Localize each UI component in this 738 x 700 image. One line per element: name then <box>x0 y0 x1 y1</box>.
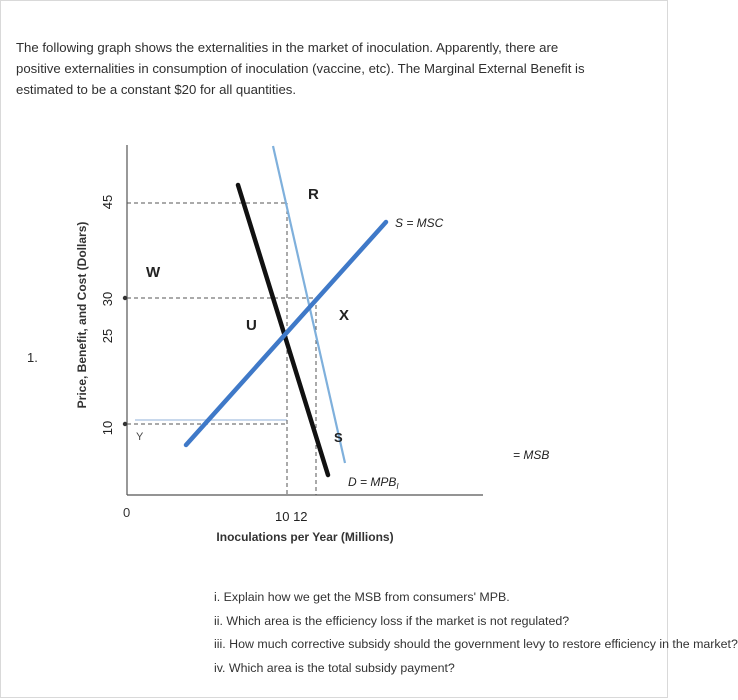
question-2: ii. Which area is the efficiency loss if the market is not regulated? <box>214 613 570 628</box>
demand-label-main: D = MPB <box>348 475 397 489</box>
supply-curve <box>186 222 386 445</box>
y-tick-dot-10 <box>123 422 127 426</box>
label-U: U <box>246 317 257 334</box>
question-list <box>214 586 738 681</box>
demand-label <box>348 475 399 491</box>
x-ticks: 10 12 <box>275 509 308 524</box>
question-3: iii. How much corrective subsidy should the government levy to restore efficiency in the market? <box>214 637 738 652</box>
intro-line-3: estimated to be a constant $20 for all quantities. <box>16 82 297 97</box>
y-tick-45: 45 <box>100 194 115 210</box>
label-Y: Y <box>136 431 144 443</box>
y-tick-25: 25 <box>100 328 115 344</box>
demand-label-subscript: I <box>396 482 399 491</box>
label-W: W <box>146 264 161 281</box>
x-axis-label: Inoculations per Year (Millions) <box>216 530 394 544</box>
label-R: R <box>308 186 319 203</box>
item-number: 1. <box>27 350 38 365</box>
y-tick-30: 30 <box>100 291 115 307</box>
question-1: i. Explain how we get the MSB from consumers' MPB. <box>214 590 510 604</box>
supply-label: S = MSC <box>395 216 444 230</box>
intro-line-1: The following graph shows the externalities in the market of inoculation. Apparently, there are <box>16 40 559 55</box>
label-S: S <box>334 430 343 445</box>
msb-label: = MSB <box>513 448 550 462</box>
y-axis-label: Price, Benefit, and Cost (Dollars) <box>75 221 89 409</box>
intro-line-2: positive externalities in consumption of inoculation (vaccine, etc). The Marginal External Benefit is <box>16 61 585 76</box>
label-X: X <box>339 307 350 324</box>
origin-label: 0 <box>123 505 131 520</box>
question-4: iv. Which area is the total subsidy payment? <box>214 661 455 676</box>
y-tick-dot-30 <box>123 296 127 300</box>
y-tick-10: 10 <box>100 420 115 436</box>
